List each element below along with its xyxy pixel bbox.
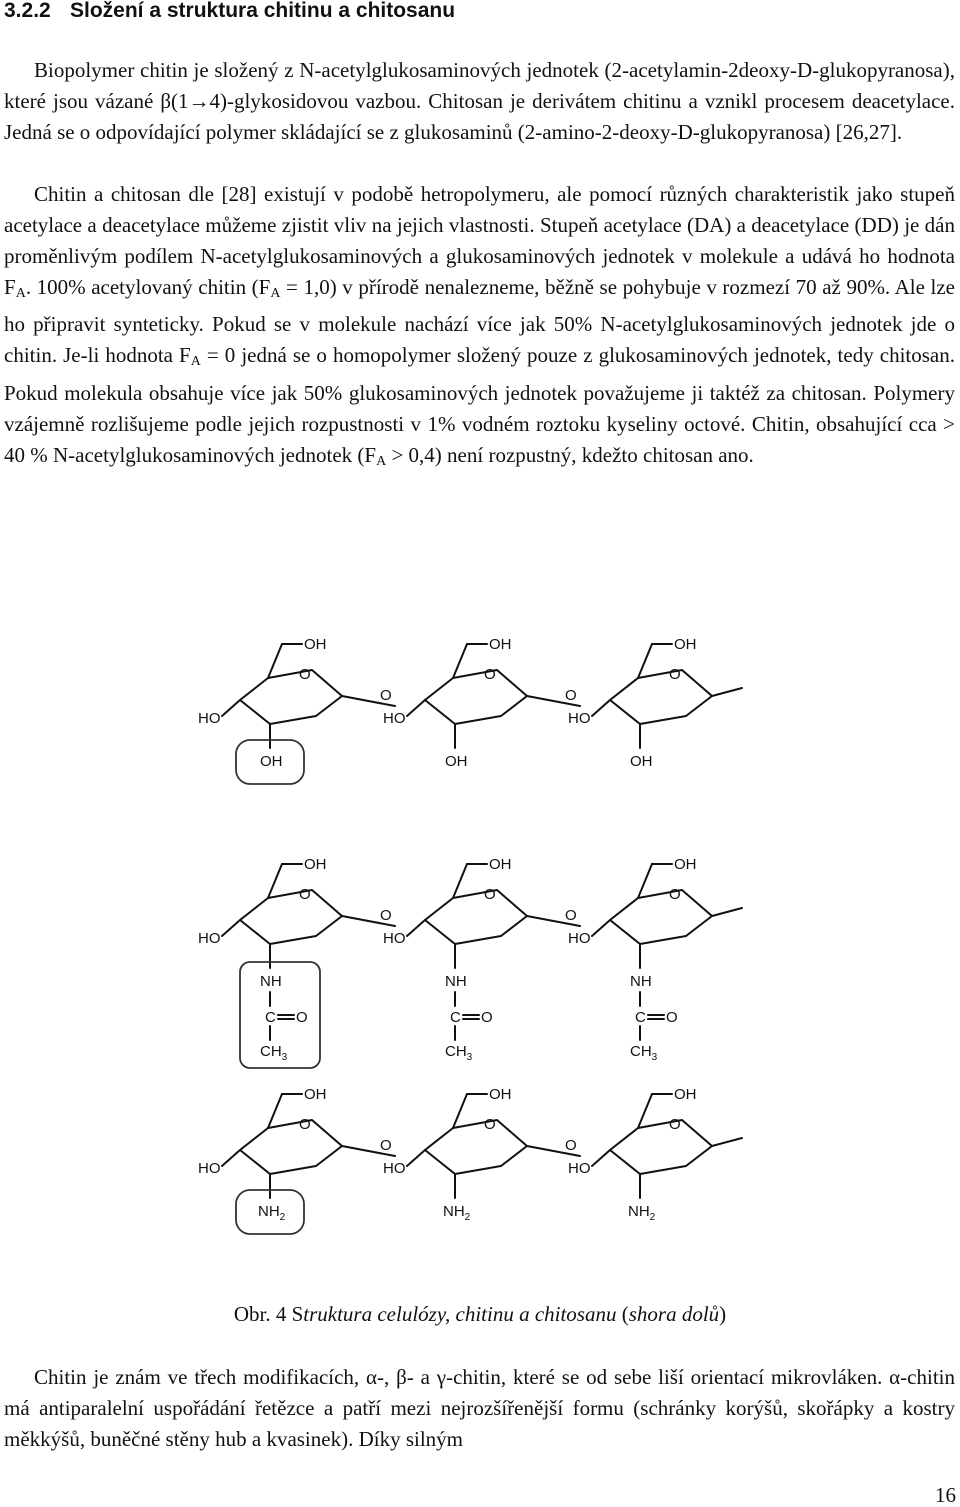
ho-label: HO [383, 710, 406, 727]
bond [592, 920, 610, 936]
bond [453, 644, 467, 678]
glycosidic-oxygen-label: O [565, 907, 577, 924]
paragraph-2-part4: = 0 jedná se o homopolymer složený pouze z glukosaminových jednotek, tedy chitosan. Pokud molekula obsahuje více jak 50% glukosaminových jednotek považujeme ji taktéž za chitosan. Polymery vzájemně rozlišujeme podle jejich rozpustnosti v 1% vodném roztoku kyseliny octové. Chitin, obsahující cca > 40 % N-acetylglukosaminových jednotek (F [4, 343, 955, 467]
bond [268, 644, 282, 678]
subscript-a: A [270, 286, 281, 302]
subscript-a: A [376, 453, 387, 469]
ho-label: HO [568, 1160, 591, 1177]
oh-label: OH [304, 636, 327, 653]
sugar-ring [425, 670, 527, 724]
nh-label: NH [445, 973, 467, 990]
paragraph-1 [4, 55, 955, 148]
ho-label: HO [383, 930, 406, 947]
ring-oxygen-label: O [669, 1116, 681, 1133]
glycosidic-oxygen-label: O [565, 687, 577, 704]
carbon-label: C [265, 1009, 276, 1026]
sugar-ring [240, 670, 342, 724]
bond [453, 1094, 467, 1128]
ring-oxygen-label: O [299, 886, 311, 903]
carbon-label: C [450, 1009, 461, 1026]
bond [407, 920, 425, 936]
bond [453, 864, 467, 898]
ring-oxygen-label: O [484, 886, 496, 903]
structure-figure [180, 628, 780, 1268]
paragraph-2-part3: = 1,0) v přírodě nenalezneme, běžně se pohybuje v rozmezí 70 až 90%. Ale lze ho připravit synteticky. Pokud se v molekule nachází více jak 50% N-acetylglukosaminových jednotek jde o chitin. Je-li hodnota F [4, 275, 955, 368]
methyl-label: $CH_3$ [445, 1043, 473, 1063]
paragraph-2 [4, 179, 955, 477]
paragraph-2-part1: Chitin a chitosan dle [28] existují v podobě hetropolymeru, ale pomocí různých charakteristik jako stupeň acetylace a deacetylace můžeme zjistit vliv na jejich vlastnosti. Stupeň acetylace (DA) a deacetylace (DD) je dán proměnlivým podílem N-acetylglukosaminových a glukosaminových jednotek v molekule a udává ho hodnota F [4, 182, 955, 300]
caption-prefix: Obr. 4 S [233, 1302, 304, 1326]
bond [712, 1138, 742, 1146]
bond [222, 920, 240, 936]
page-number: 16 [935, 1483, 956, 1507]
oh-label: OH [630, 753, 653, 770]
bond [407, 1150, 425, 1166]
bond [268, 1094, 282, 1128]
oh-label: OH [674, 1086, 697, 1103]
caption-title: truktura celulózy, chitinu a chitosanu [303, 1302, 617, 1326]
methyl-label: $CH_3$ [260, 1043, 288, 1063]
ring-oxygen-label: O [484, 666, 496, 683]
glycosidic-oxygen-label: O [380, 1137, 392, 1154]
paragraph-2-part2: . 100% acetylovaný chitin (F [25, 275, 271, 300]
section-heading [4, 0, 455, 24]
nh2-label: $NH_2$ [258, 1203, 286, 1223]
bond [407, 700, 425, 716]
oh-label: OH [304, 1086, 327, 1103]
figure-caption: Obr. 4 Struktura celulózy, chitinu a chitosanu (shora dolů) [233, 1302, 727, 1326]
nh2-label: $NH_2$ [443, 1203, 471, 1223]
sugar-ring [610, 1120, 712, 1174]
nh2-label: $NH_2$ [628, 1203, 656, 1223]
oh-label: OH [489, 1086, 512, 1103]
oh-label: OH [304, 856, 327, 873]
sugar-ring [425, 1120, 527, 1174]
glycosidic-oxygen-label: O [380, 907, 392, 924]
caption-note: shora dolů [628, 1302, 720, 1326]
bond [592, 700, 610, 716]
carbonyl-oxygen-label: O [296, 1009, 308, 1026]
sugar-ring [240, 890, 342, 944]
ho-label: HO [198, 930, 221, 947]
bond [638, 864, 652, 898]
subscript-a: A [190, 354, 201, 370]
oh-label: OH [489, 856, 512, 873]
paragraph-3 [4, 1362, 955, 1455]
nh-label: NH [630, 973, 652, 990]
ho-label: HO [568, 930, 591, 947]
glycosidic-oxygen-label: O [565, 1137, 577, 1154]
carbon-label: C [635, 1009, 646, 1026]
oh-label: OH [260, 753, 283, 770]
ring-oxygen-label: O [669, 666, 681, 683]
ho-label: HO [198, 710, 221, 727]
glycosidic-oxygen-label: O [380, 687, 392, 704]
carbonyl-oxygen-label: O [666, 1009, 678, 1026]
bond [222, 1150, 240, 1166]
ring-oxygen-label: O [484, 1116, 496, 1133]
carbonyl-oxygen-label: O [481, 1009, 493, 1026]
oh-label: OH [489, 636, 512, 653]
ring-oxygen-label: O [299, 1116, 311, 1133]
oh-label: OH [674, 856, 697, 873]
subscript-a: A [15, 286, 26, 302]
ho-label: HO [198, 1160, 221, 1177]
ho-label: HO [383, 1160, 406, 1177]
ring-oxygen-label: O [299, 666, 311, 683]
sugar-ring [240, 1120, 342, 1174]
paragraph-1-text: Biopolymer chitin je složený z N-acetylglukosaminových jednotek (2-acetylamin-2deoxy-D-glukopyranosa), které jsou vázané β(1→4)-glykosidovou vazbou. Chitosan je derivátem chitinu a vznikl procesem deacetylace. Jedná se o odpovídající polymer skládající se z glukosaminů (2-amino-2-deoxy-D-glukopyranosa) [26,27]. [4, 58, 955, 145]
oh-label: OH [674, 636, 697, 653]
nh-label: NH [260, 973, 282, 990]
ring-oxygen-label: O [669, 886, 681, 903]
bond [268, 864, 282, 898]
sugar-ring [425, 890, 527, 944]
sugar-ring [610, 670, 712, 724]
polysaccharide-structures-diagram [180, 628, 780, 1268]
bond [712, 908, 742, 916]
methyl-label: $CH_3$ [630, 1043, 658, 1063]
oh-label: OH [445, 753, 468, 770]
bond [222, 700, 240, 716]
section-number: 3.2.2 [4, 0, 51, 22]
paragraph-3-text: Chitin je znám ve třech modifikacích, α-, β- a γ-chitin, které se od sebe liší orientací mikrovláken. α-chitin má antiparalelní uspořádání řetězce a patří mezi nejrozšířenější formu (schránky korýšů, skořápky a kostry měkkýšů, buněčné stěny hub a kvasinek). Díky silným [4, 1365, 955, 1452]
bond [638, 644, 652, 678]
bond [638, 1094, 652, 1128]
bond [592, 1150, 610, 1166]
ho-label: HO [568, 710, 591, 727]
paragraph-2-part5: > 0,4) není rozpustný, kdežto chitosan ano. [386, 442, 754, 467]
bond [712, 688, 742, 696]
sugar-ring [610, 890, 712, 944]
section-title: Složení a struktura chitinu a chitosanu [70, 0, 456, 22]
